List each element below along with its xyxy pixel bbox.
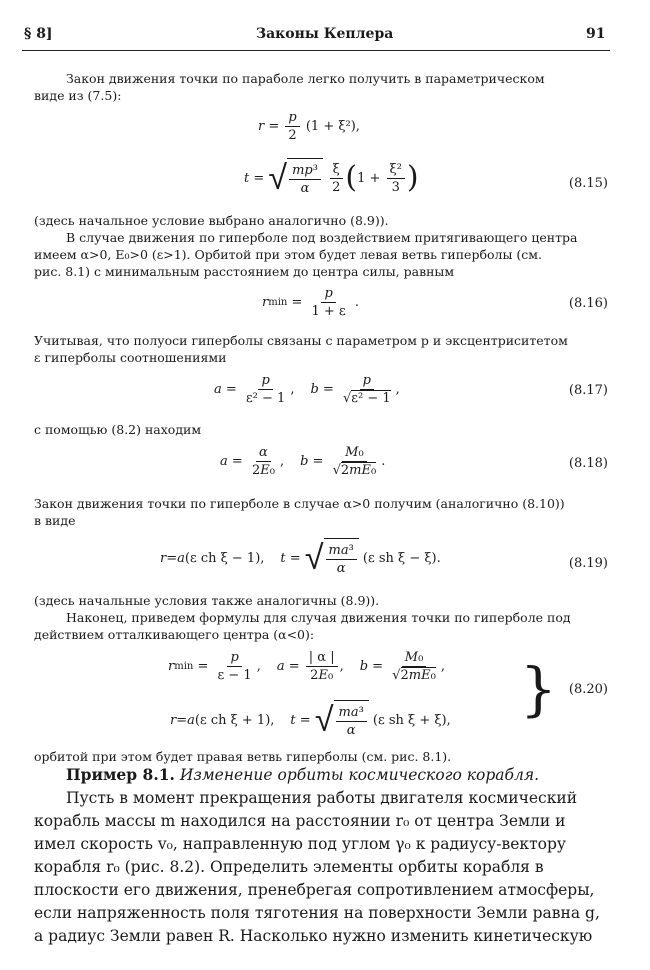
text-line: имеем α>0, E₀>0 (ε>1). Орбитой при этом будет левая ветвь гиперболы (см. [34,247,542,262]
equation-number: (8.20) [568,682,608,697]
equation-number: (8.17) [568,383,608,398]
text-line: орбитой при этом будет правая ветвь гиперболы (см. рис. 8.1). [34,749,452,764]
body-line: корабля r₀ (рис. 8.2). Определить элементы орбиты корабля в [34,858,544,876]
equation-number: (8.18) [568,456,608,471]
header-rule [22,50,610,51]
text-line: Наконец, приведем формулы для случая движения точки по гиперболе под [66,610,571,625]
equation-8-19: r = a (ε ch ξ − 1), t = √ $\frac{\text{ma³}}{\alpha}$ (ε sh ξ − ξ). [160,538,441,578]
equation-8-18: a = $\frac{\alpha}{\text{2E₀}}$ , b = $\frac{\text{M₀}}{\text{√2mE₀}}$ . [220,445,386,478]
example-label: Пример 8.1. [66,765,175,784]
example-heading [66,764,539,786]
equation-8-16: r min = $\frac{p}{1 + \varepsilon}$ . [262,286,359,319]
body-line: Пусть в момент прекращения работы двигателя космический [66,789,578,807]
text-line: действием отталкивающего центра (α<0): [34,627,315,642]
text-line: В случае движения по гиперболе под воздействием притягивающего центра [66,230,578,245]
section-marker: § 8] [24,26,53,42]
equation-number: (8.19) [568,556,608,571]
running-title: Законы Кеплера [256,26,394,42]
example-title: Изменение орбиты космического корабля. [179,766,540,784]
text-line: виде из (7.5): [34,88,122,103]
body-line: плоскости его движения, пренебрегая сопротивлением атмосферы, [34,881,595,899]
text-line: Учитывая, что полуоси гиперболы связаны с параметром p и эксцентриситетом [34,333,568,348]
body-line: если напряженность поля тяготения на поверхности Земли равна g, [34,904,600,922]
text-line: рис. 8.1) с минимальным расстоянием до центра силы, равным [34,264,455,279]
text-line: (здесь начальные условия также аналогичны (8.9)). [34,593,380,608]
equation-brace: } [520,655,557,723]
equation-parabola-r: r = $\frac{p}{2}$ (1 + ξ²), [258,110,360,143]
equation-8-17: a = $\frac{p}{\text{ε² − 1}}$ , b = $\frac{p}{\text{√ε² − 1}}$ , [214,373,400,406]
body-line: корабль массы m находился на расстоянии r₀ от центра Земли и [34,812,566,830]
equation-8-20-first: r min = $\frac{p}{\varepsilon - 1}$ , a = $\frac{| \alpha |}{\text{2E₀}}$ , b = $\frac{\text{M₀}}{\text{√2mE₀}}$ , [168,650,445,683]
text-line: с помощью (8.2) находим [34,422,202,437]
text-line: в виде [34,513,76,528]
equation-8-20-second: r = a (ε ch ξ + 1), t = √ $\frac{\text{ma³}}{\alpha}$ (ε sh ξ + ξ), [170,700,451,740]
equation-number: (8.16) [568,296,608,311]
body-line: а радиус Земли равен R. Насколько нужно изменить кинетическую [34,927,593,945]
text-line: Закон движения точки по параболе легко получить в параметрическом [66,71,545,86]
text-line: ε гиперболы соотношениями [34,350,227,365]
body-line: имел скорость v₀, направленную под углом γ₀ к радиусу-вектору [34,835,567,853]
equation-8-15: t = √ $\frac{\text{mp³}}{\alpha}$ $\frac{\xi}{2}$ ( 1 + $\frac{\text{ξ²}}{3}$ ) [244,158,419,198]
page-number: 91 [586,26,606,42]
text-line: (здесь начальное условие выбрано аналогично (8.9)). [34,213,389,228]
equation-number: (8.15) [568,176,608,191]
text-line: Закон движения точки по гиперболе в случае α>0 получим (аналогично (8.10)) [34,496,565,511]
